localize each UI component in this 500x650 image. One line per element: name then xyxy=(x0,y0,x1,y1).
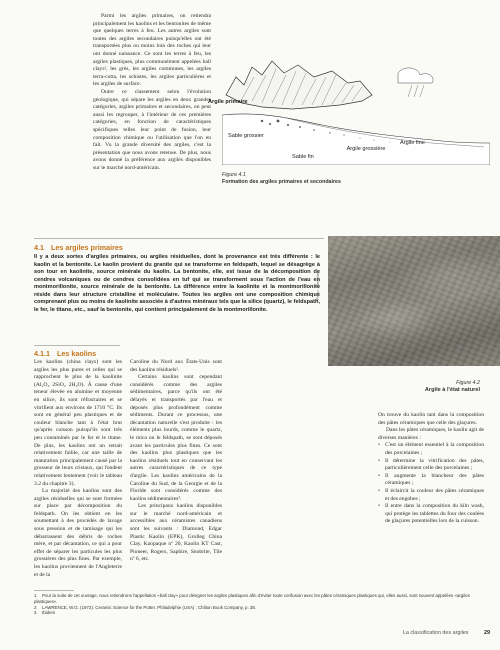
footnote xyxy=(34,593,474,605)
section-title: Les kaolins xyxy=(57,349,97,358)
list-item: • Il détermine la vitrification des pâtes, particulièrement celle des porcelaines ; xyxy=(378,458,484,473)
body-paragraph: On trouve du kaolin tant dans la composition des pâtes céramiques que celle des glaçures. xyxy=(378,412,484,426)
footnote-number: 3 xyxy=(34,610,37,616)
lead-text: Dans les pâtes céramiques, le kaolin agit de diverses manières : xyxy=(378,427,484,441)
page-number: 29 xyxy=(484,630,490,636)
footnote xyxy=(34,610,474,616)
section-intro: Il y a deux sortes d'argiles primaires, ou argiles résiduelles, dont la provenance est très différente : le kaolin et la bentonite. Le kaolin provient du granite qui se transforme en feldspath, lequel se désagrège à son tour en kaolinite, source minérale du kaolin. La bentonite, elle, est issue de la décomposition de cendres volcaniques ou de cendres consolidées en tuf qui se transforment sous l'action de l'eau en montmorillonite, source minérale de la bentonite. La différence entre la kaolinite et la montmorillonite réside dans leur structure cristalline et moléculaire. Toutes les argiles ont une composition chimique comprenant plus ou moins de kaolinite associée à d'autres minéraux tels que la silice (quartz), le feldspath, le fer, le titane, etc., sauf la bentonite, qui contient principalement de la montmorillonite. xyxy=(34,254,320,313)
section-title: Les argiles primaires xyxy=(51,243,123,252)
label-argile-fine: Argile fine xyxy=(400,140,425,146)
list-item: • Il augmente la blancheur des pâtes céramiques ; xyxy=(378,473,484,488)
cliff-outline xyxy=(226,61,372,109)
page-footer xyxy=(300,630,490,636)
footnote-text: Pour la suite de cet ouvrage, nous retiendrons l'appellation «ball clay» pour désigner les argiles plastiques afin d'éviter toute confusion avec les pâtes céramiques plastiques qui, elles aussi, sont souvent appelées «argiles plastiques». xyxy=(34,593,470,604)
footnote-text: Ibidem xyxy=(42,610,56,616)
body-paragraph: Les principaux kaolins disponibles sur le marché nord-américain et accessibles aux céramistes canadiens sont les suivants : Diamond, Edgar Plastic Kaolin (EPK), Grolleg China Clay, Kaopaque nº 20, Kaolin KT Cast, Pioneer, Rogers, Saphire, Snobrite, Tile nº 6, etc. xyxy=(130,503,222,563)
label-sable-grossier: Sable grossier xyxy=(228,133,264,139)
label-sable-fin: Sable fin xyxy=(292,154,314,160)
footnote-rule xyxy=(34,590,74,591)
section-heading-4-1-1 xyxy=(34,349,96,358)
body-paragraph-lead xyxy=(378,427,484,442)
list-item: • C'est un élément essentiel à la composition des porcelaines ; xyxy=(378,442,484,457)
section-number: 4.1 xyxy=(34,243,44,252)
kaolin-column-2 xyxy=(130,359,222,564)
section-number: 4.1.1 xyxy=(34,349,50,358)
intro-text-block xyxy=(93,13,211,172)
figure-title: Formation des argiles primaires et secondaires xyxy=(222,179,341,185)
list-item: • Il éclaircit la couleur des pâtes céramiques et des engobes ; xyxy=(378,488,484,503)
photo-credit: Photo : Carla Vara xyxy=(316,270,320,300)
body-paragraph: La majorité des kaolins sont des argiles résiduelles qui se sont formées sur place par décomposition du feldspath. On les obtient en les soumettant à des procédés de lavage sous pression et de tamisage qui les débarrassent des débris de roches mère, et par décantation, ce qui a pour effet de séparer les particules les plus grossières des plus fines. Par exemple, les kaolins proviennent de l'Angleterre et de la xyxy=(34,488,122,578)
footnote-text: LAWRENCE, W.G. (1972). Ceramic Science for the Potter. Philadelphie (USA) : Chilton Book Company, p. 38. xyxy=(42,604,257,610)
figure-label: Figure 4.2 xyxy=(456,380,480,386)
intro-paragraph: Parmi les argiles primaires, on retiendra principalement les kaolins et les bentonites de même que quelques terres à feu. Les autres argiles sont toutes des argiles secondaires puisqu'elles ont été transportées plus ou moins loin des roches qui leur ont donné naissance. Ce sont les terres à feu, les argiles plastiques, plus communément appelées ball clays¹, les grès, les argiles communes, les argiles terra-cotta, les schistes, les argiles particulières et les argiles de surface. xyxy=(93,13,211,88)
section-rule xyxy=(34,345,120,346)
footnotes xyxy=(34,593,474,616)
label-argile-primaire: Argile primaire xyxy=(208,99,248,105)
figure-4-1-caption xyxy=(222,172,462,186)
kaolin-uses-list xyxy=(378,442,484,526)
figure-4-2-caption xyxy=(400,380,480,394)
figure-title: Argile à l'état naturel xyxy=(424,387,480,393)
footer-section: La classification des argiles xyxy=(402,630,469,636)
body-paragraph: Certains kaolins sont cependant considérés comme des argiles sédimentaires, parce qu'ils ont été délayés et transportés par l'eau et déposés plus profondément comme sédiments. Durant ce processus, une décantation naturelle s'est produite : les éléments plus lourds, comme le quartz, le mica ou le feldspath, se sont déposés avant les particules plus fines. Ce sont des kaolins plus plastiques que les kaolins résiduels tout en conservant les autres caractéristiques de ce type d'argile. Les kaolins américains de la Caroline du Sud, de la Georgie et de la Floride sont considérés comme des kaolins sédimentaires³. xyxy=(130,374,222,502)
body-paragraph: Caroline du Nord aux États-Unis sont des kaolins résiduels². xyxy=(130,359,222,373)
clay-photo xyxy=(328,236,500,366)
figure-label: Figure 4.1 xyxy=(222,172,246,178)
kaolin-column-3 xyxy=(378,412,484,526)
kaolin-column-1 xyxy=(34,359,122,579)
body-paragraph: Les kaolins (china clays) sont les argiles les plus pures et celles qui se rapprochent le plus de la kaolinite (Al₂O₃ 2SiO₂ 2H₂O). À cause d'une teneur élevée en alumine et moyenne en silice, ils sont réfractaires et se vitrifient aux environs de 1710 °C. Ils sont en général peu plastiques et de couleur blanche tant à l'état brut qu'après cuisson puisqu'ils sont très peu contaminés par le fer et le titane. De plus, les kaolins ont un retrait relativement faible, car une taille de maturation principalement causé par la grosseur de leurs cristaux, qui fondent relativement lentement (voir le tableau 3.2 du chapitre 3). xyxy=(34,359,122,487)
footnote-number: 1 xyxy=(34,593,37,598)
list-item: • Il entre dans la composition du kiln wash, qui protège les tablettes du four des coulées de glaçures potentielles lors de la cuisson. xyxy=(378,503,484,526)
intro-paragraph: Outre ce classement selon l'évolution géologique, qui sépare les argiles en deux grandes catégories, argiles primaires et secondaires, on peut aussi les regrouper, à l'intérieur de ces premières catégories, en fonction de caractéristiques spécifiques telles leur point de fusion, leur composition chimique ou l'utilisation que l'on en fait. Vu la grande diversité des argiles, c'est la présentation que nous avons retenue. De plus, nous avons donné la préférence aux argiles disponibles sur le marché nord-américain. xyxy=(93,88,211,171)
footnote-number: 2 xyxy=(34,604,37,610)
section-heading-4-1 xyxy=(34,243,123,252)
label-argile-grossiere: Argile grossière xyxy=(346,146,386,152)
section-rule xyxy=(34,238,324,239)
